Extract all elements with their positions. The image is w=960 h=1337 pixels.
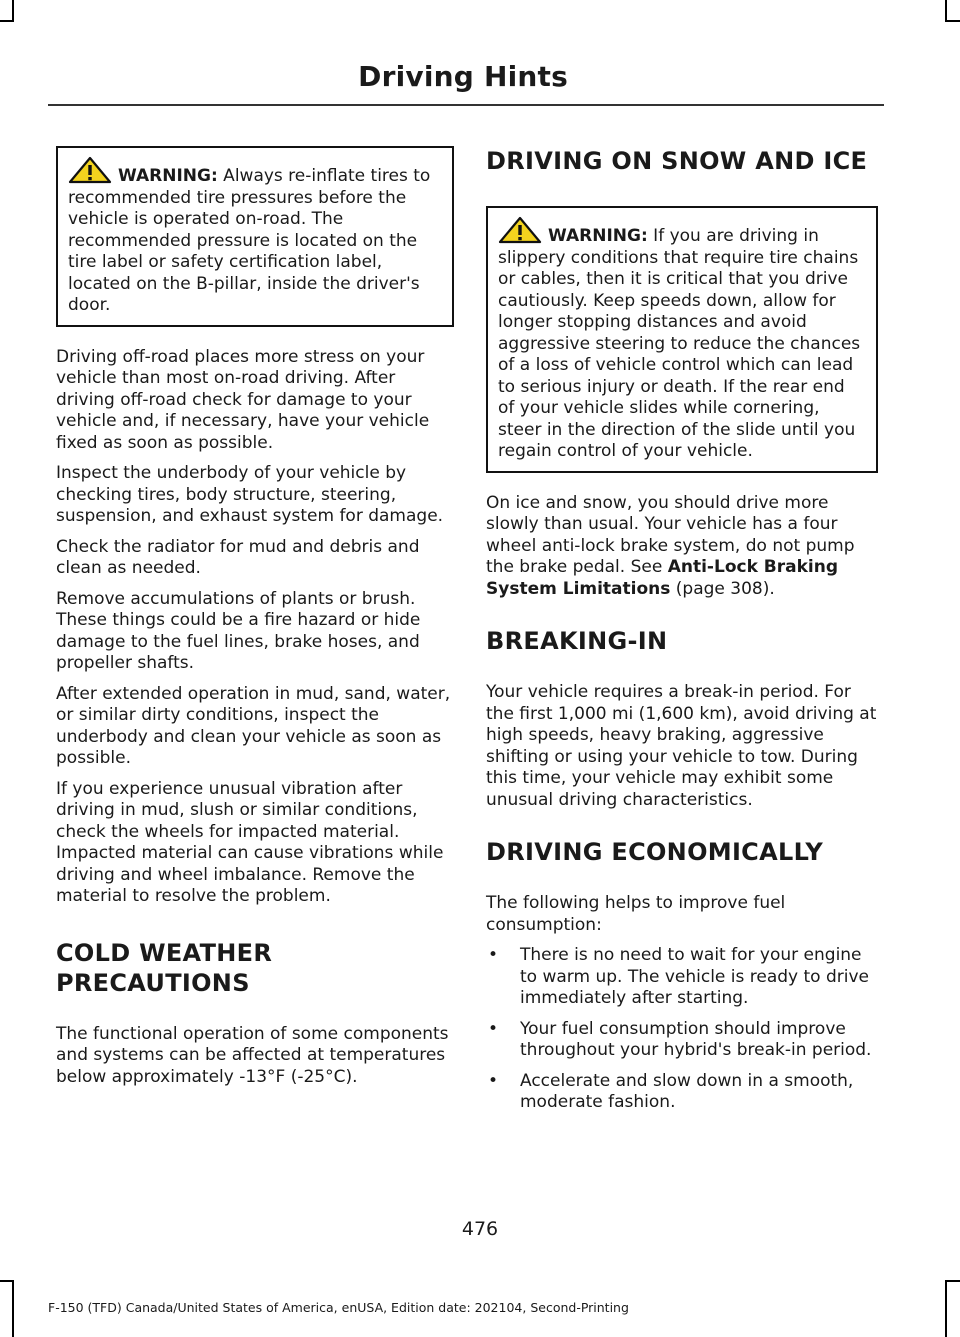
header-divider	[48, 104, 884, 106]
section-heading-cold-weather	[56, 938, 454, 998]
warning-text	[498, 216, 866, 463]
crop-mark	[945, 1280, 960, 1282]
warning-triangle-icon	[68, 156, 112, 184]
page-reference: (page 308).	[670, 578, 775, 599]
warning-body: Always re-inflate tires to recommended tire pressures before the vehicle is operated on-road. The recommended pressure is located on the tire label or safety certification label, located on the B-pillar, inside the driver's door.	[68, 166, 431, 315]
crop-mark	[12, 0, 14, 22]
paragraph: Remove accumulations of plants or brush. These things could be a fire hazard or hide damage to the fuel lines, brake hoses, and propeller shafts.	[56, 588, 421, 673]
paragraph: Your vehicle requires a break-in period. For the first 1,000 mi (1,600 km), avoid driving at high speeds, heavy braking, aggressive shifting or using your vehicle to tow. During this time, your vehicle may exhibit some unusual driving characteristics.	[486, 682, 877, 810]
crop-mark	[945, 20, 960, 22]
list-item-text: There is no need to wait for your engine to warm up. The vehicle is ready to drive immediately after starting.	[520, 945, 870, 1008]
section-heading-driving-economically: DRIVING ECONOMICALLY	[486, 838, 824, 866]
crop-mark	[945, 0, 947, 22]
cross-reference-link[interactable]: Anti-Lock Braking System Limitations	[486, 557, 839, 599]
snow-text: On ice and snow, you should drive more slowly than usual. Your vehicle has a four wheel anti-lock brake system, do not pump the brake pedal. See	[486, 492, 855, 577]
warning-label: WARNING:	[548, 226, 648, 246]
paragraph: The following helps to improve fuel consumption:	[486, 893, 786, 935]
crop-mark	[945, 1280, 947, 1337]
paragraph: Inspect the underbody of your vehicle by checking tires, body structure, steering, suspension, and exhaust system for damage.	[56, 463, 444, 526]
list-item-text: Your fuel consumption should improve throughout your hybrid's break-in period.	[520, 1018, 872, 1060]
warning-body: If you are driving in slippery conditions that require tire chains or cables, then it is critical that you drive cautiously. Keep speeds down, allow for longer stopping distances and avoid aggressive steering to reduce the chances of a loss of vehicle control which can lead to serious injury or death. If the rear end of your vehicle slides while cornering, steer in the direction of the slide until you regain control of your vehicle.	[498, 226, 861, 461]
list-item	[486, 1019, 878, 1062]
crop-mark	[0, 1280, 14, 1282]
right-column	[486, 146, 878, 1123]
bullet-icon: •	[488, 1018, 499, 1039]
bullet-list	[486, 945, 878, 1114]
paragraph	[486, 493, 878, 601]
footer-edition-info: F-150 (TFD) Canada/United States of America, enUSA, Edition date: 202104, Second-Printing	[48, 1300, 629, 1315]
section-heading-breaking-in: BREAKING-IN	[486, 627, 668, 655]
paragraph: The functional operation of some components and systems can be affected at temperatures below approximately -13°F (-25°C).	[56, 1023, 449, 1087]
section-heading-snow-ice: DRIVING ON SNOW AND ICE	[486, 147, 868, 175]
paragraph: Driving off-road places more stress on your vehicle than most on-road driving. After driving off-road check for damage to your vehicle and, if necessary, have your vehicle fixed as soon as possible.	[56, 346, 430, 453]
list-item	[486, 945, 878, 1010]
warning-box-snow-ice	[486, 206, 878, 473]
list-item-text: Accelerate and slow down in a smooth, moderate fashion.	[520, 1070, 854, 1112]
paragraph: If you experience unusual vibration after driving in mud, slush or similar conditions, check the wheels for impacted material. Impacted material can cause vibrations while driving and wheel imbalance. Remove the material to resolve the problem.	[56, 778, 444, 906]
paragraph: Check the radiator for mud and debris and clean as needed.	[56, 536, 420, 578]
bullet-icon: •	[488, 945, 499, 965]
warning-label: WARNING:	[118, 166, 218, 186]
page-title: Driving Hints	[358, 60, 568, 93]
page-number: 476	[461, 1218, 499, 1240]
warning-text	[68, 156, 442, 317]
heading-line: PRECAUTIONS	[56, 968, 250, 997]
list-item	[486, 1071, 878, 1114]
bullet-icon: •	[488, 1070, 499, 1091]
paragraph: After extended operation in mud, sand, water, or similar dirty conditions, inspect the underbody and clean your vehicle as soon as possible.	[56, 683, 451, 768]
heading-line: COLD WEATHER	[56, 938, 273, 967]
crop-mark	[0, 20, 14, 22]
warning-box-tire-pressure	[56, 146, 454, 327]
left-column	[56, 146, 454, 1097]
warning-triangle-icon	[498, 216, 542, 244]
crop-mark	[12, 1280, 14, 1337]
